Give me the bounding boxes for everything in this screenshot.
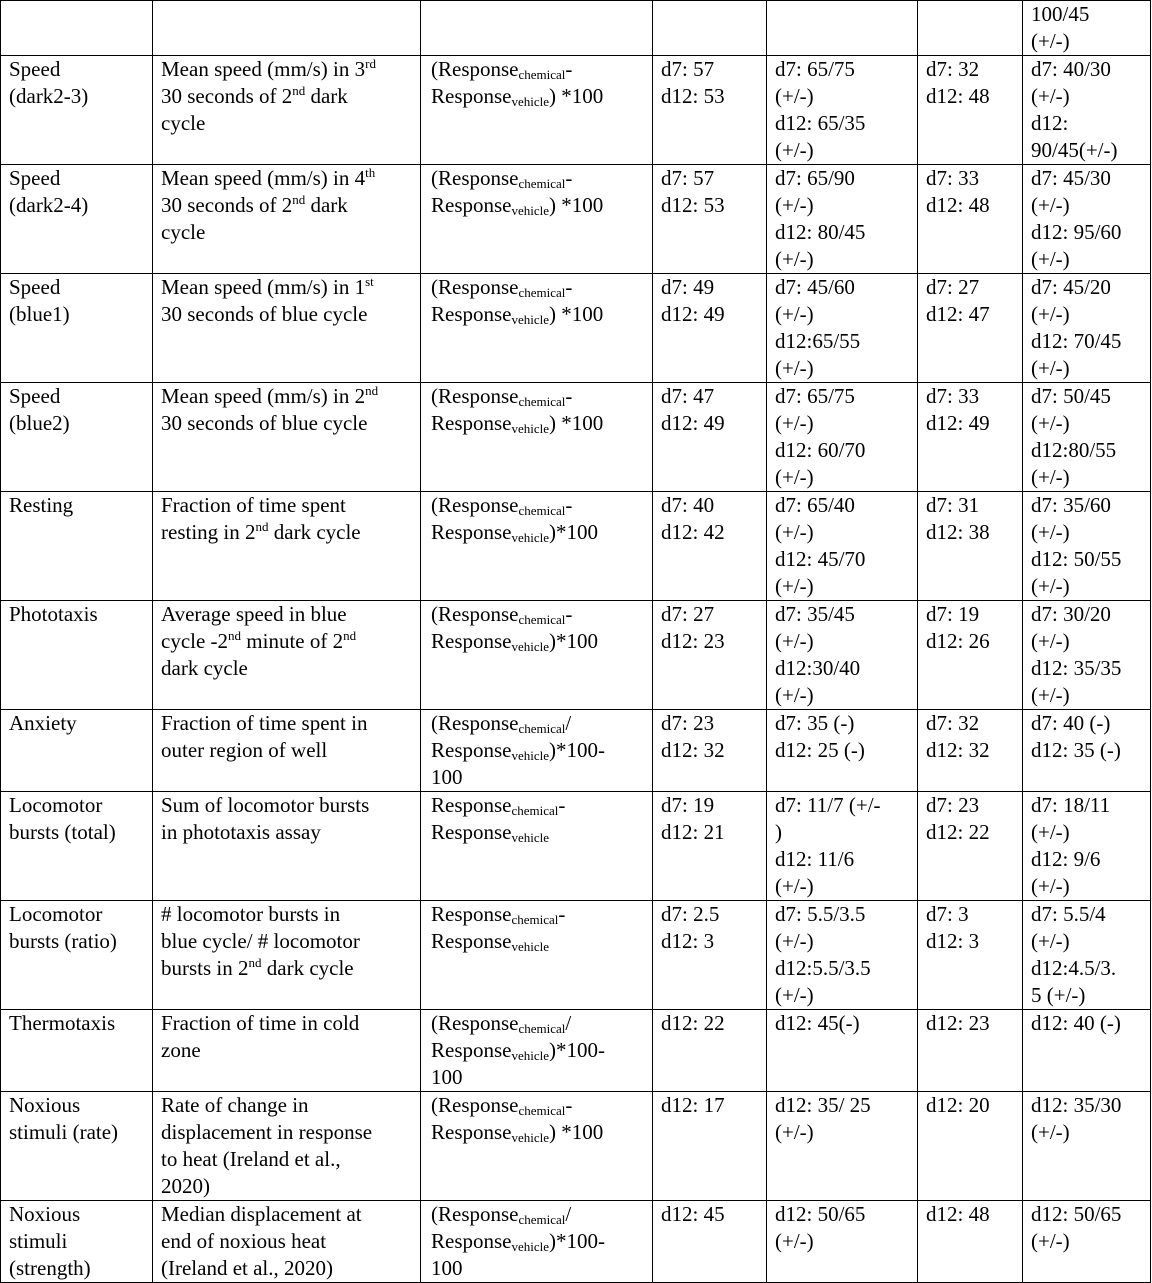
cell-endpoint-name: Speed (blue2) (1, 383, 153, 492)
cell-text: (Response (431, 1202, 519, 1226)
cell-text: / Response (431, 711, 572, 762)
table-row (1, 901, 1151, 1010)
cell-effect-size-2: d7: 40/30 (+/-) d12: 90/45(+/-) (1023, 56, 1151, 165)
cell-effect-size: d7: 65/75 (+/-) d12: 65/35 (+/-) (767, 56, 918, 165)
table-row (1, 1092, 1151, 1201)
cell-text: Response (431, 902, 512, 926)
cell-sample-size-2: d7: 33 d12: 48 (918, 165, 1023, 274)
cell-response-formula (421, 1, 653, 56)
cell-effect-size-2: d7: 45/20 (+/-) d12: 70/45 (+/-) (1023, 274, 1151, 383)
subscript: chemical (518, 612, 566, 627)
cell-response-formula (421, 1201, 653, 1283)
cell-text: )*100- 100 (431, 738, 606, 789)
cell-text: # locomotor bursts in blue cycle/ # locomotor bursts in 2 (161, 902, 360, 980)
cell-effect-size-2: d7: 50/45 (+/-) d12:80/55 (+/-) (1023, 383, 1151, 492)
subscript: chemical (518, 1021, 566, 1036)
cell-effect-size-2: 100/45 (+/-) (1023, 1, 1151, 56)
cell-text: dark cycle (268, 520, 361, 544)
cell-text: Fraction of time spent in outer region of well (161, 711, 368, 762)
table-row (1, 710, 1151, 792)
cell-response-formula (421, 710, 653, 792)
cell-sample-size-2: d12: 23 (918, 1010, 1023, 1092)
cell-text: )*100- 100 (431, 1229, 606, 1280)
cell-response-formula (421, 383, 653, 492)
cell-endpoint-name: Resting (1, 492, 153, 601)
table-body (1, 1, 1151, 1283)
cell-endpoint-description (153, 1092, 421, 1201)
subscript: chemical (518, 721, 566, 736)
cell-response-formula (421, 1092, 653, 1201)
cell-endpoint-name: Speed (dark2-4) (1, 165, 153, 274)
subscript: chemical (511, 803, 559, 818)
subscript: vehicle (511, 639, 550, 654)
table-row (1, 492, 1151, 601)
cell-sample-size: d7: 19 d12: 21 (653, 792, 767, 901)
cell-text: ) *100 (549, 84, 604, 108)
cell-text: Median displacement at end of noxious heat (Ireland et al., 2020) (161, 1202, 362, 1280)
cell-text: (Response (431, 1093, 519, 1117)
cell-text: (Response (431, 493, 519, 517)
cell-text: (Response (431, 602, 519, 626)
cell-endpoint-description (153, 792, 421, 901)
cell-text: )*100 (549, 520, 599, 544)
cell-effect-size-2: d7: 35/60 (+/-) d12: 50/55 (+/-) (1023, 492, 1151, 601)
cell-sample-size-2: d7: 27 d12: 47 (918, 274, 1023, 383)
cell-sample-size: d7: 23 d12: 32 (653, 710, 767, 792)
cell-endpoint-description (153, 274, 421, 383)
cell-text: (Response (431, 57, 519, 81)
cell-endpoint-description (153, 492, 421, 601)
subscript: chemical (518, 67, 566, 82)
table-row (1, 56, 1151, 165)
cell-effect-size-2: d12: 50/65 (+/-) (1023, 1201, 1151, 1283)
cell-text: (Response (431, 166, 519, 190)
cell-sample-size-2: d7: 31 d12: 38 (918, 492, 1023, 601)
cell-effect-size: d7: 5.5/3.5 (+/-) d12:5.5/3.5 (+/-) (767, 901, 918, 1010)
cell-text: - Response (431, 57, 573, 108)
subscript: vehicle (511, 530, 550, 545)
table-row (1, 792, 1151, 901)
cell-endpoint-name: Noxious stimuli (strength) (1, 1201, 153, 1283)
superscript: th (365, 165, 376, 180)
cell-endpoint-name: Phototaxis (1, 601, 153, 710)
cell-sample-size-2: d7: 33 d12: 49 (918, 383, 1023, 492)
cell-effect-size: d7: 65/40 (+/-) d12: 45/70 (+/-) (767, 492, 918, 601)
cell-endpoint-name: Anxiety (1, 710, 153, 792)
subscript: vehicle (511, 203, 550, 218)
cell-text: ) *100 (549, 302, 604, 326)
cell-effect-size: d7: 11/7 (+/- ) d12: 11/6 (+/-) (767, 792, 918, 901)
cell-endpoint-description (153, 1201, 421, 1283)
cell-text: - Response (431, 493, 573, 544)
subscript: chemical (518, 1103, 566, 1118)
cell-effect-size (767, 1, 918, 56)
cell-text: Mean speed (mm/s) in 3 (161, 57, 366, 81)
cell-text: (Response (431, 711, 519, 735)
cell-text: ) *100 (549, 1120, 604, 1144)
cell-endpoint-name: Thermotaxis (1, 1010, 153, 1092)
table-row (1, 383, 1151, 492)
cell-sample-size: d7: 57 d12: 53 (653, 165, 767, 274)
cell-response-formula (421, 901, 653, 1010)
cell-response-formula (421, 492, 653, 601)
cell-text: (Response (431, 275, 519, 299)
cell-effect-size-2: d7: 30/20 (+/-) d12: 35/35 (+/-) (1023, 601, 1151, 710)
cell-text: (Response (431, 384, 519, 408)
cell-sample-size-2: d12: 20 (918, 1092, 1023, 1201)
subscript: chemical (518, 1212, 566, 1227)
cell-endpoint-name: Noxious stimuli (rate) (1, 1092, 153, 1201)
subscript: chemical (518, 503, 566, 518)
cell-effect-size: d12: 35/ 25 (+/-) (767, 1092, 918, 1201)
cell-endpoint-description (153, 165, 421, 274)
cell-text: - Response (431, 1093, 573, 1144)
subscript: vehicle (511, 312, 550, 327)
cell-effect-size: d7: 35 (-) d12: 25 (-) (767, 710, 918, 792)
cell-effect-size-2: d12: 35/30 (+/-) (1023, 1092, 1151, 1201)
cell-text: 30 seconds of blue cycle (161, 411, 368, 435)
cell-text: Fraction of time in cold zone (161, 1011, 360, 1062)
superscript: st (365, 274, 374, 289)
cell-effect-size: d12: 45(-) (767, 1010, 918, 1092)
table-row (1, 1, 1151, 56)
cell-response-formula (421, 601, 653, 710)
cell-text: Mean speed (mm/s) in 2 (161, 384, 366, 408)
cell-effect-size: d7: 45/60 (+/-) d12:65/55 (+/-) (767, 274, 918, 383)
cell-endpoint-description (153, 601, 421, 710)
cell-text: dark cycle (161, 84, 348, 135)
subscript: chemical (518, 285, 566, 300)
cell-text: / Response (431, 1011, 572, 1062)
cell-endpoint-description (153, 710, 421, 792)
cell-endpoint-description (153, 901, 421, 1010)
cell-sample-size-2: d12: 48 (918, 1201, 1023, 1283)
superscript: nd (248, 955, 262, 970)
cell-sample-size-2: d7: 32 d12: 32 (918, 710, 1023, 792)
table-row (1, 1010, 1151, 1092)
subscript: vehicle (511, 94, 550, 109)
table-row (1, 274, 1151, 383)
cell-text: / Response (431, 1202, 572, 1253)
subscript: chemical (518, 176, 566, 191)
cell-endpoint-name (1, 1, 153, 56)
cell-sample-size: d7: 40 d12: 42 (653, 492, 767, 601)
table-row (1, 1201, 1151, 1283)
cell-endpoint-name: Locomotor bursts (ratio) (1, 901, 153, 1010)
superscript: nd (365, 383, 379, 398)
cell-effect-size: d7: 35/45 (+/-) d12:30/40 (+/-) (767, 601, 918, 710)
cell-response-formula (421, 1010, 653, 1092)
cell-effect-size-2: d7: 45/30 (+/-) d12: 95/60 (+/-) (1023, 165, 1151, 274)
table-row (1, 165, 1151, 274)
cell-sample-size: d7: 47 d12: 49 (653, 383, 767, 492)
cell-text: - Response (431, 602, 573, 653)
cell-sample-size-2: d7: 32 d12: 48 (918, 56, 1023, 165)
cell-text: Fraction of time spent resting in 2 (161, 493, 346, 544)
cell-text: 30 seconds of blue cycle (161, 302, 368, 326)
cell-endpoint-description (153, 56, 421, 165)
cell-sample-size-2 (918, 1, 1023, 56)
cell-text: Average speed in blue cycle -2 (161, 602, 347, 653)
cell-text: dark cycle (161, 193, 348, 244)
cell-effect-size: d7: 65/90 (+/-) d12: 80/45 (+/-) (767, 165, 918, 274)
subscript: chemical (518, 394, 566, 409)
subscript: vehicle (511, 1048, 550, 1063)
subscript: vehicle (511, 421, 550, 436)
subscript: vehicle (511, 748, 550, 763)
cell-endpoint-description (153, 1010, 421, 1092)
subscript: vehicle (511, 1130, 550, 1145)
cell-response-formula (421, 274, 653, 383)
cell-effect-size-2: d7: 40 (-) d12: 35 (-) (1023, 710, 1151, 792)
cell-response-formula (421, 56, 653, 165)
cell-text: Mean speed (mm/s) in 1 (161, 275, 366, 299)
cell-text: - Response (431, 902, 566, 953)
cell-text: - Response (431, 384, 573, 435)
cell-sample-size: d12: 22 (653, 1010, 767, 1092)
cell-text: 30 seconds of 2 (161, 84, 293, 108)
cell-text: minute of 2 (241, 629, 344, 653)
cell-text: Response (431, 793, 512, 817)
cell-endpoint-name: Speed (blue1) (1, 274, 153, 383)
superscript: rd (365, 56, 376, 71)
cell-text: (Response (431, 1011, 519, 1035)
cell-response-formula (421, 792, 653, 901)
subscript: chemical (511, 912, 559, 927)
cell-effect-size-2: d12: 40 (-) (1023, 1010, 1151, 1092)
cell-sample-size: d7: 2.5 d12: 3 (653, 901, 767, 1010)
superscript: nd (292, 83, 306, 98)
cell-sample-size-2: d7: 19 d12: 26 (918, 601, 1023, 710)
subscript: vehicle (511, 830, 550, 845)
cell-text: ) *100 (549, 193, 604, 217)
cell-sample-size-2: d7: 3 d12: 3 (918, 901, 1023, 1010)
cell-text: 30 seconds of 2 (161, 193, 293, 217)
cell-text: dark cycle (161, 656, 248, 680)
cell-sample-size: d7: 27 d12: 23 (653, 601, 767, 710)
cell-sample-size (653, 1, 767, 56)
cell-sample-size: d12: 17 (653, 1092, 767, 1201)
cell-text: )*100 (549, 629, 599, 653)
cell-text: ) *100 (549, 411, 604, 435)
cell-text: - Response (431, 166, 573, 217)
superscript: nd (228, 628, 242, 643)
superscript: nd (292, 192, 306, 207)
cell-text: dark cycle (261, 956, 354, 980)
cell-effect-size-2: d7: 18/11 (+/-) d12: 9/6 (+/-) (1023, 792, 1151, 901)
cell-sample-size: d7: 49 d12: 49 (653, 274, 767, 383)
cell-sample-size-2: d7: 23 d12: 22 (918, 792, 1023, 901)
cell-effect-size: d7: 65/75 (+/-) d12: 60/70 (+/-) (767, 383, 918, 492)
cell-text: - Response (431, 275, 573, 326)
cell-endpoint-description (153, 383, 421, 492)
cell-text: Sum of locomotor bursts in phototaxis assay (161, 793, 370, 844)
subscript: vehicle (511, 1239, 550, 1254)
subscript: vehicle (511, 939, 550, 954)
cell-endpoint-name: Speed (dark2-3) (1, 56, 153, 165)
cell-endpoint-description (153, 1, 421, 56)
cell-text: - Response (431, 793, 566, 844)
cell-response-formula (421, 165, 653, 274)
cell-endpoint-name: Locomotor bursts (total) (1, 792, 153, 901)
cell-text: Rate of change in displacement in response to heat (Ireland et al., 2020) (161, 1093, 373, 1198)
table-row (1, 601, 1151, 710)
superscript: nd (343, 628, 357, 643)
cell-text: Mean speed (mm/s) in 4 (161, 166, 366, 190)
cell-sample-size: d7: 57 d12: 53 (653, 56, 767, 165)
cell-effect-size-2: d7: 5.5/4 (+/-) d12:4.5/3. 5 (+/-) (1023, 901, 1151, 1010)
cell-sample-size: d12: 45 (653, 1201, 767, 1283)
cell-effect-size: d12: 50/65 (+/-) (767, 1201, 918, 1283)
superscript: nd (255, 519, 269, 534)
cell-text: )*100- 100 (431, 1038, 606, 1089)
